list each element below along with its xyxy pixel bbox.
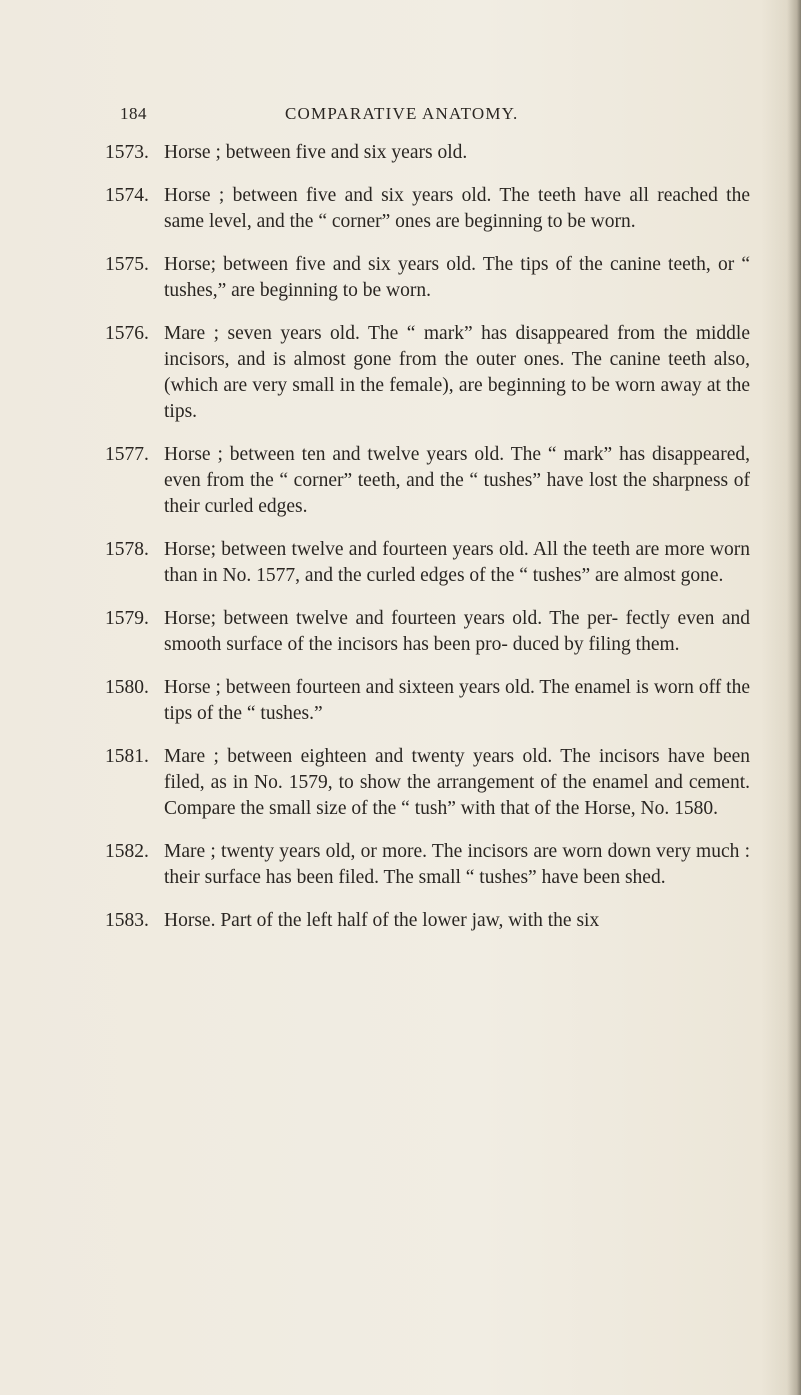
entry-text: Horse; between twelve and fourteen years old. All the teeth are more worn than in No. 1577, and the curled edges of the “ tushes” are almost gone. [164,539,750,586]
entry-number: 1573. [105,142,149,163]
entry-number: 1580. [105,677,149,698]
entry-text: Mare ; twenty years old, or more. The incisors are worn down very much : their surface has been filed. The small “ tushes” have been shed. [164,841,750,888]
catalogue-entry [105,606,750,658]
catalogue-entry [105,537,750,589]
catalogue-entry [105,140,750,166]
running-title: COMPARATIVE ANATOMY. [285,104,519,123]
page-edge-shadow [787,0,801,1395]
catalogue-entry [105,252,750,304]
entry-text: Mare ; seven years old. The “ mark” has disappeared from the middle incisors, and is almost gone from the outer ones. The canine teeth also, (which are very small in the female), are beginning to be worn away at the tips. [164,323,750,422]
catalogue-entry [105,442,750,520]
catalogue-entry [105,321,750,425]
entry-number: 1574. [105,185,149,206]
catalogue-entry [105,183,750,235]
entry-number: 1581. [105,746,149,767]
catalogue-entry [105,839,750,891]
entry-number: 1578. [105,539,149,560]
entry-text: Horse. Part of the left half of the lower jaw, with the six [164,910,600,931]
catalogue-entries [105,140,750,951]
page-header [120,104,740,130]
catalogue-entry [105,744,750,822]
entry-number: 1583. [105,910,149,931]
entry-text: Horse ; between ten and twelve years old. The “ mark” has disappeared, even from the “ corner” teeth, and the “ tushes” have lost the sharpness of their curled edges. [164,444,750,517]
entry-text: Horse ; between five and six years old. [164,142,468,163]
entry-number: 1575. [105,254,149,275]
entry-number: 1576. [105,323,149,344]
entry-number: 1582. [105,841,149,862]
entry-text: Mare ; between eighteen and twenty years old. The incisors have been filed, as in No. 1579, to show the arrangement of the enamel and cement. Compare the small size of the “ tush” with that of the Horse, No. 1580. [164,746,750,819]
entry-text: Horse; between twelve and fourteen years old. The per- fectly even and smooth surface of the incisors has been pro- duced by filing them. [164,608,750,655]
entry-text: Horse; between five and six years old. The tips of the canine teeth, or “ tushes,” are beginning to be worn. [164,254,750,301]
entry-number: 1577. [105,444,149,465]
catalogue-entry [105,675,750,727]
entry-text: Horse ; between five and six years old. The teeth have all reached the same level, and the “ corner” ones are beginning to be worn. [164,185,750,232]
page-number: 184 [120,104,147,123]
catalogue-entry [105,908,750,934]
entry-text: Horse ; between fourteen and sixteen years old. The enamel is worn off the tips of the “ tushes.” [164,677,750,724]
entry-number: 1579. [105,608,149,629]
